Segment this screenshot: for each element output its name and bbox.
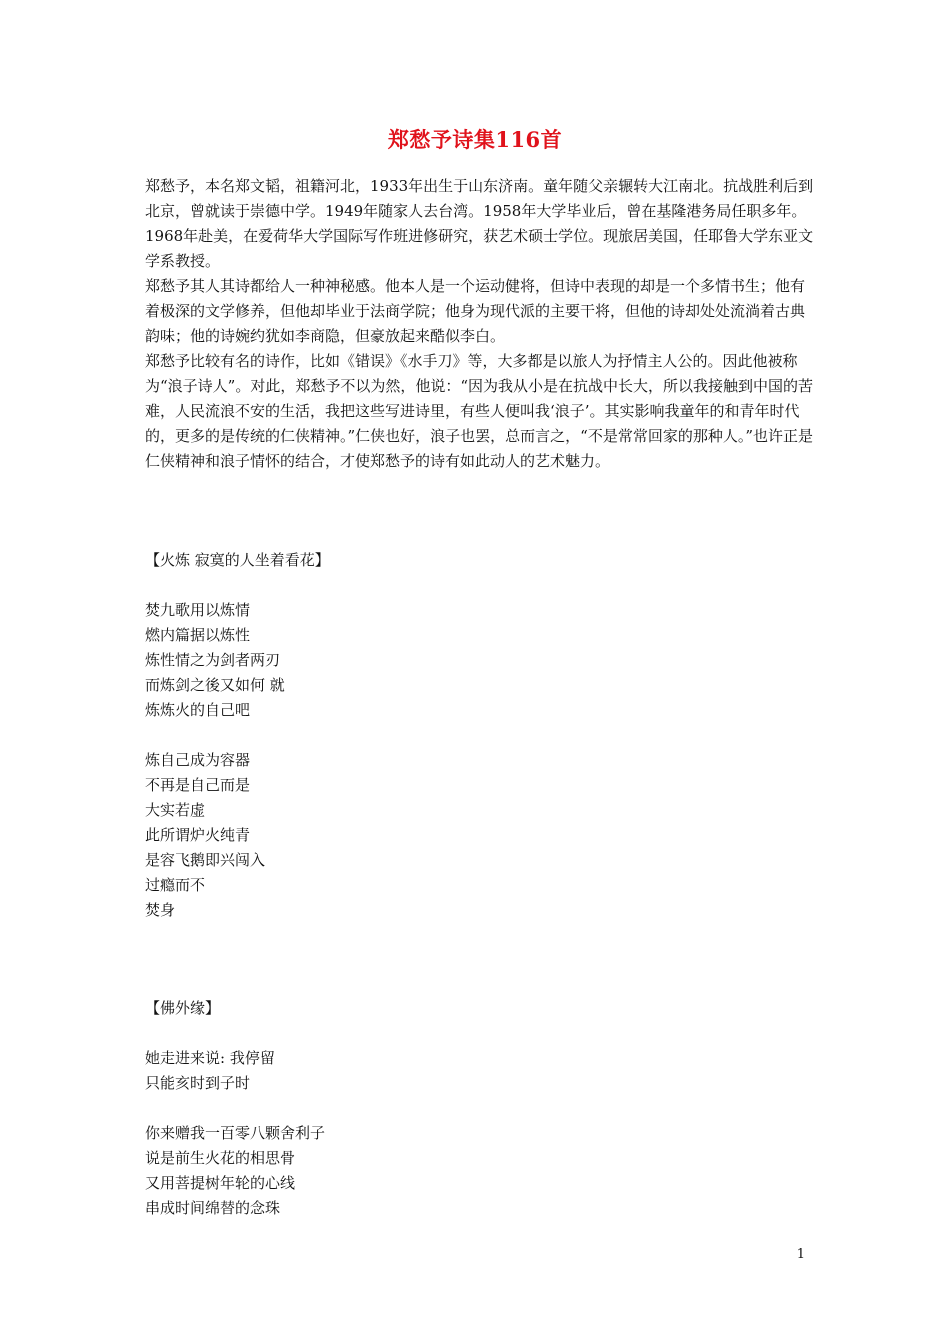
poem-line: 焚九歌用以炼情 — [145, 601, 251, 619]
stanza-break — [145, 723, 285, 748]
document-title: 郑愁予诗集116首 — [387, 127, 563, 152]
poem-line: 不再是自己而是 — [145, 776, 251, 794]
poem-line: 燃内篇据以炼性 — [145, 626, 251, 644]
poem-line: 又用菩提树年轮的心线 — [145, 1174, 296, 1192]
poem-line: 是容飞鹅即兴闯入 — [145, 851, 266, 869]
page-number: 1 — [796, 1247, 805, 1262]
stanza-break — [145, 1096, 325, 1121]
poem-line: 炼自己成为容器 — [145, 751, 251, 769]
poem-line: 炼炼火的自己吧 — [145, 701, 251, 719]
poem-line: 串成时间绵替的念珠 — [145, 1199, 281, 1217]
poem-line: 此所谓炉火纯青 — [145, 826, 251, 844]
poem-huolian — [145, 598, 285, 923]
poem-line: 焚身 — [145, 901, 176, 919]
intro-text — [145, 174, 817, 474]
poem-line: 只能亥时到子时 — [145, 1074, 251, 1092]
poem-heading-huolian: 【火炼 寂寞的人坐着看花】 — [145, 551, 330, 569]
intro-paragraph: 郑愁予比较有名的诗作，比如《错误》《水手刀》等，大多都是以旅人为抒情主人公的。因此他被称为“浪子诗人”。对此，郑愁予不以为然，他说：“因为我从小是在抗战中长大，所以我接触到中国的苦难，人民流浪不安的生活，我把这些写进诗里，有些人便叫我‘浪子’。其实影响我童年的和青年时代的，更多的是传统的仁侠精神。”仁侠也好，浪子也罢，总而言之，“不是常常回家的那种人。”也许正是仁侠精神和浪子情怀的结合，才使郑愁予的诗有如此动人的艺术魅力。 — [145, 352, 814, 470]
intro-paragraph: 郑愁予，本名郑文韬，祖籍河北，1933年出生于山东济南。童年随父亲辗转大江南北。抗战胜利后到北京，曾就读于崇德中学。1949年随家人去台湾。1958年大学毕业后，曾在基隆港务局任职多年。1968年赴美，在爱荷华大学国际写作班进修研究，获艺术硕士学位。现旅居美国，任耶鲁大学东亚文学系教授。 — [145, 177, 814, 270]
poem-heading-fowaiyuan: 【佛外缘】 — [145, 999, 221, 1017]
poem-line: 过瘾而不 — [145, 876, 206, 894]
poem-line: 炼性情之为剑者两刃 — [145, 651, 281, 669]
poem-line: 她走进来说: 我停留 — [145, 1049, 275, 1067]
intro-paragraph: 郑愁予其人其诗都给人一种神秘感。他本人是一个运动健将，但诗中表现的却是一个多情书生；他有着极深的文学修养，但他却毕业于法商学院；他身为现代派的主要干将，但他的诗却处处流淌着古典韵味；他的诗婉约犹如李商隐，但豪放起来酷似李白。 — [145, 277, 806, 345]
poem-line: 你来赠我一百零八颗舍利子 — [145, 1124, 326, 1142]
poem-line: 说是前生火花的相思骨 — [145, 1149, 296, 1167]
poem-line: 大实若虚 — [145, 801, 206, 819]
poem-fowaiyuan — [145, 1046, 325, 1221]
poem-line: 而炼剑之後又如何 就 — [145, 676, 285, 694]
